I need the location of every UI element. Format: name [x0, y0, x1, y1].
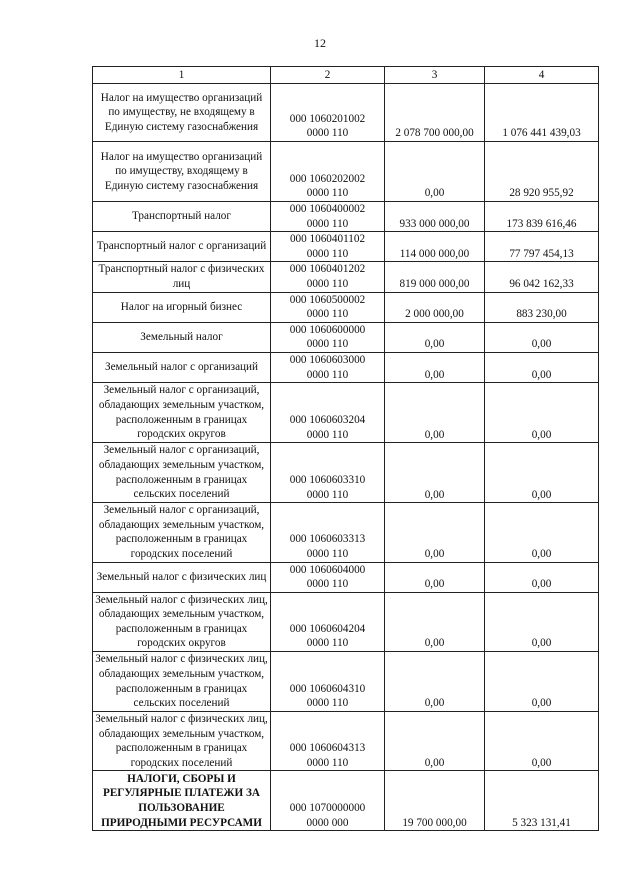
budget-code-part2: 0000 110 — [306, 187, 349, 200]
actual-amount-cell: 0,00 — [485, 503, 599, 562]
budget-code-part1: 000 1070000000 — [289, 802, 366, 815]
budget-code-part2: 0000 110 — [306, 578, 349, 591]
budget-code-part1: 000 1060500002 — [289, 293, 366, 306]
actual-amount-cell: 5 323 131,41 — [485, 771, 599, 831]
budget-code-part2: 0000 110 — [306, 308, 349, 321]
table-row — [93, 352, 599, 382]
plan-amount-cell: 0,00 — [385, 712, 485, 771]
tax-name-cell: Налог на имущество организаций по имуществу, не входящему в Единую систему газоснабжения — [93, 84, 271, 142]
budget-code-part2: 0000 000 — [306, 816, 349, 829]
budget-code-part2: 0000 110 — [306, 247, 349, 260]
tax-name-cell: Земельный налог с организаций, обладающих земельным участком, расположенным в границах городских округов — [93, 383, 271, 443]
budget-code-part1: 000 1060603313 — [289, 533, 366, 546]
budget-code-part1: 000 1060202002 — [289, 172, 366, 185]
plan-amount-cell: 114 000 000,00 — [385, 232, 485, 262]
budget-code-cell — [271, 84, 385, 142]
plan-amount-cell: 0,00 — [385, 503, 485, 562]
budget-code-part1: 000 1060603204 — [289, 413, 366, 426]
plan-amount-cell: 0,00 — [385, 592, 485, 651]
tax-name-cell: Земельный налог с организаций — [93, 352, 271, 382]
actual-amount-cell: 883 230,00 — [485, 292, 599, 322]
budget-code-part1: 000 1060603000 — [289, 353, 366, 366]
plan-amount-cell: 2 000 000,00 — [385, 292, 485, 322]
budget-code-part1: 000 1060401102 — [289, 233, 366, 246]
tax-name-cell: Земельный налог с физических лиц, обладающих земельным участком, расположенным в границах сельских поселений — [93, 652, 271, 712]
tax-name-cell: Земельный налог с организаций, обладающих земельным участком, расположенным в границах сельских поселений — [93, 443, 271, 503]
actual-amount-cell: 0,00 — [485, 322, 599, 352]
tax-name-cell: Налог на игорный бизнес — [93, 292, 271, 322]
actual-amount-cell: 0,00 — [485, 383, 599, 443]
tax-name-cell: Транспортный налог — [93, 202, 271, 232]
actual-amount-cell: 0,00 — [485, 712, 599, 771]
tax-name-cell: Земельный налог с организаций, обладающих земельным участком, расположенным в границах городских поселений — [93, 503, 271, 562]
budget-code-cell — [271, 142, 385, 202]
actual-amount-cell: 173 839 616,46 — [485, 202, 599, 232]
budget-code-part2: 0000 110 — [306, 756, 349, 769]
plan-amount-cell: 0,00 — [385, 443, 485, 503]
budget-code-cell — [271, 383, 385, 443]
tax-name-cell: Транспортный налог с организаций — [93, 232, 271, 262]
plan-amount-cell: 0,00 — [385, 562, 485, 592]
table-row — [93, 712, 599, 771]
budget-code-part2: 0000 110 — [306, 637, 349, 650]
budget-code-cell — [271, 592, 385, 651]
table-row — [93, 503, 599, 562]
budget-code-cell — [271, 322, 385, 352]
table-row — [93, 771, 599, 831]
budget-code-part2: 0000 110 — [306, 127, 349, 140]
plan-amount-cell: 933 000 000,00 — [385, 202, 485, 232]
budget-code-cell — [271, 503, 385, 562]
plan-amount-cell: 0,00 — [385, 322, 485, 352]
table-row — [93, 142, 599, 202]
plan-amount-cell: 0,00 — [385, 383, 485, 443]
budget-code-part1: 000 1060604204 — [289, 622, 366, 635]
budget-code-part2: 0000 110 — [306, 547, 349, 560]
budget-code-part2: 0000 110 — [306, 428, 349, 441]
plan-amount-cell: 2 078 700 000,00 — [385, 84, 485, 142]
plan-amount-cell: 0,00 — [385, 352, 485, 382]
actual-amount-cell: 0,00 — [485, 562, 599, 592]
budget-code-cell — [271, 202, 385, 232]
actual-amount-cell: 0,00 — [485, 443, 599, 503]
table-row — [93, 592, 599, 651]
table-row — [93, 292, 599, 322]
budget-code-cell — [271, 232, 385, 262]
table-row — [93, 562, 599, 592]
budget-code-cell — [271, 443, 385, 503]
table-row — [93, 443, 599, 503]
tax-name-cell: Земельный налог с физических лиц, обладающих земельным участком, расположенным в границах городских округов — [93, 592, 271, 651]
budget-code-cell — [271, 562, 385, 592]
table-row — [93, 262, 599, 292]
table-header-row — [93, 67, 599, 84]
actual-amount-cell: 0,00 — [485, 592, 599, 651]
budget-code-part1: 000 1060400002 — [289, 203, 366, 215]
budget-code-cell — [271, 652, 385, 712]
tax-name-cell: Земельный налог с физических лиц — [93, 562, 271, 592]
revenue-table — [92, 66, 599, 831]
table-row — [93, 202, 599, 232]
plan-amount-cell: 0,00 — [385, 652, 485, 712]
tax-name-cell: НАЛОГИ, СБОРЫ И РЕГУЛЯРНЫЕ ПЛАТЕЖИ ЗА ПОЛЬЗОВАНИЕ ПРИРОДНЫМИ РЕСУРСАМИ — [93, 771, 271, 831]
budget-code-part2: 0000 110 — [306, 488, 349, 501]
table-row — [93, 652, 599, 712]
plan-amount-cell: 0,00 — [385, 142, 485, 202]
column-header-1: 1 — [93, 67, 271, 84]
column-header-4: 4 — [485, 67, 599, 84]
budget-code-part1: 000 1060604310 — [289, 682, 366, 695]
actual-amount-cell: 1 076 441 439,03 — [485, 84, 599, 142]
actual-amount-cell: 28 920 955,92 — [485, 142, 599, 202]
budget-code-cell — [271, 771, 385, 831]
budget-code-part1: 000 1060604313 — [289, 742, 366, 755]
tax-name-cell: Налог на имущество организаций по имуществу, входящему в Единую систему газоснабжения — [93, 142, 271, 202]
actual-amount-cell: 96 042 162,33 — [485, 262, 599, 292]
plan-amount-cell: 19 700 000,00 — [385, 771, 485, 831]
plan-amount-cell: 819 000 000,00 — [385, 262, 485, 292]
tax-name-cell: Транспортный налог с физических лиц — [93, 262, 271, 292]
budget-code-part1: 000 1060201002 — [289, 112, 366, 125]
table-row — [93, 383, 599, 443]
table-row — [93, 84, 599, 142]
budget-code-cell — [271, 352, 385, 382]
tax-name-cell: Земельный налог — [93, 322, 271, 352]
budget-code-cell — [271, 292, 385, 322]
page-number: 12 — [314, 36, 326, 50]
budget-code-part2: 0000 110 — [306, 277, 349, 290]
table-row — [93, 322, 599, 352]
budget-code-part2: 0000 110 — [306, 338, 349, 351]
tax-name-cell: Земельный налог с физических лиц, обладающих земельным участком, расположенным в границах городских поселений — [93, 712, 271, 771]
budget-code-part1: 000 1060603310 — [289, 473, 366, 486]
column-header-3: 3 — [385, 67, 485, 84]
budget-code-cell — [271, 262, 385, 292]
table-row — [93, 232, 599, 262]
budget-code-part2: 0000 110 — [306, 368, 349, 381]
budget-code-part2: 0000 110 — [306, 697, 349, 710]
budget-code-part1: 000 1060401202 — [289, 263, 366, 276]
budget-code-part1: 000 1060600000 — [289, 323, 366, 336]
actual-amount-cell: 0,00 — [485, 652, 599, 712]
budget-code-cell — [271, 712, 385, 771]
actual-amount-cell: 77 797 454,13 — [485, 232, 599, 262]
budget-code-part2: 0000 110 — [306, 217, 349, 230]
column-header-2: 2 — [271, 67, 385, 84]
budget-code-part1: 000 1060604000 — [289, 563, 366, 576]
actual-amount-cell: 0,00 — [485, 352, 599, 382]
